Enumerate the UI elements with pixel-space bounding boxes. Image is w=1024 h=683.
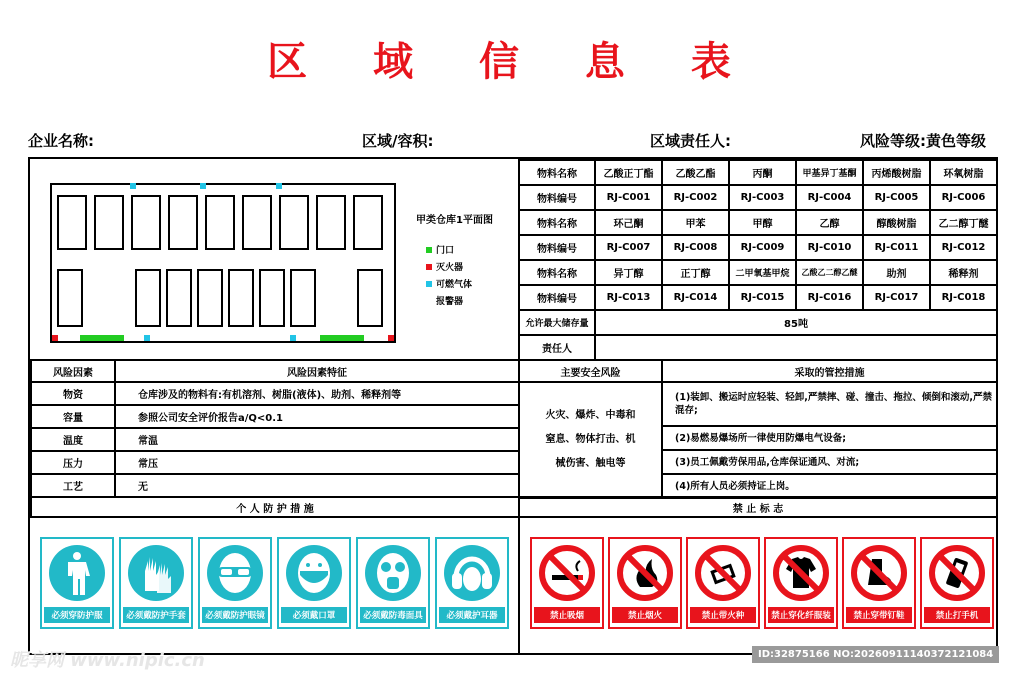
- material-cell: 异丁醇: [595, 260, 662, 285]
- mask-icon: [285, 543, 343, 605]
- protection-sign: [356, 537, 430, 629]
- gloves-icon: [127, 543, 185, 605]
- goggles-icon: [206, 543, 264, 605]
- no-phone-icon: [928, 543, 986, 605]
- sign-caption: 必须戴口罩: [281, 607, 347, 623]
- material-cell: RJ-C003: [729, 185, 796, 210]
- storage-bay: [94, 195, 124, 250]
- area-responsible-label: 区域责任人:: [650, 132, 731, 150]
- storage-bay: [357, 269, 383, 327]
- sign-section-headers: [30, 496, 998, 518]
- table-row: [31, 497, 997, 517]
- prohibition-sign: [686, 537, 760, 629]
- material-cell: RJ-C013: [595, 285, 662, 310]
- material-cell: RJ-C015: [729, 285, 796, 310]
- company-name-label: 企业名称:: [28, 132, 94, 150]
- main-risk-content: [519, 382, 662, 498]
- material-cell: 乙酸乙二醇乙醚: [796, 260, 863, 285]
- material-cell: 丙酮: [729, 160, 796, 185]
- risk-factor-table: [30, 359, 520, 498]
- sign-caption: 禁止吸烟: [534, 607, 600, 623]
- table-row: [519, 260, 997, 285]
- prohibition-sign: [608, 537, 682, 629]
- sign-caption: 必须戴防护手套: [123, 607, 189, 623]
- sign-caption: 必须戴防护眼镜: [202, 607, 268, 623]
- table-row: [519, 210, 997, 235]
- material-cell: 环氧树脂: [930, 160, 997, 185]
- storage-bay: [205, 195, 235, 250]
- material-cell: RJ-C018: [930, 285, 997, 310]
- material-cell: 助剂: [863, 260, 930, 285]
- table-row: [519, 235, 997, 260]
- gas-detector-marker: [144, 335, 150, 341]
- storage-bay: [259, 269, 285, 327]
- risk-feature: 常压: [115, 451, 519, 474]
- storage-bay: [279, 195, 309, 250]
- protection-sign: [40, 537, 114, 629]
- prohibition-sign: [920, 537, 994, 629]
- protection-sign: [277, 537, 351, 629]
- risk-measures-table: [518, 359, 998, 499]
- storage-bay: [316, 195, 346, 250]
- storage-bay: [353, 195, 383, 250]
- table-row: [31, 360, 519, 382]
- risk-factor: 物资: [31, 382, 115, 405]
- watermark-left: 昵享网 www.nipic.cn: [10, 650, 205, 671]
- material-cell: 乙二醇丁醚: [930, 210, 997, 235]
- sign-caption: 禁止带火种: [690, 607, 756, 623]
- prohibition-signs: [530, 537, 990, 633]
- extinguisher-marker: [388, 335, 394, 341]
- material-cell: 乙酸正丁酯: [595, 160, 662, 185]
- legend-item-extinguisher: [426, 260, 472, 273]
- sign-caption: 必须戴防毒面具: [360, 607, 426, 623]
- table-row: [519, 335, 997, 360]
- table-row: [519, 360, 997, 382]
- material-cell: RJ-C017: [863, 285, 930, 310]
- risk-factor: 容量: [31, 405, 115, 428]
- material-cell: 环己酮: [595, 210, 662, 235]
- sign-caption: 禁止穿化纤服装: [768, 607, 834, 623]
- row-head: 物料编号: [519, 285, 595, 310]
- storage-bay: [131, 195, 161, 250]
- protection-signs: [40, 537, 510, 633]
- row-head: 物料编号: [519, 235, 595, 260]
- main-risk-header: 主要安全风险: [519, 360, 662, 382]
- material-cell: RJ-C001: [595, 185, 662, 210]
- gas-mask-icon: [364, 543, 422, 605]
- risk-feature: 常温: [115, 428, 519, 451]
- material-cell: 甲基异丁基酮: [796, 160, 863, 185]
- material-cell: RJ-C002: [662, 185, 729, 210]
- owner-value: [595, 335, 997, 360]
- extinguisher-swatch: [426, 264, 432, 270]
- storage-bay: [242, 195, 272, 250]
- no-smoking-icon: [538, 543, 596, 605]
- measure-item: (4)所有人员必须持证上岗。: [662, 474, 997, 498]
- material-cell: 甲醇: [729, 210, 796, 235]
- watermark-right: ID:32875166 NO:20260911140372121084: [752, 646, 999, 663]
- main-risk-line: 械伤害、触电等: [555, 458, 626, 469]
- risk-feature: 仓库涉及的物料有:有机溶剂、树脂(液体)、助剂、稀释剂等: [115, 382, 519, 405]
- section-divider: [518, 514, 520, 655]
- material-cell: 甲苯: [662, 210, 729, 235]
- risk-level-label: 风险等级:黄色等级: [860, 132, 986, 150]
- owner-label: 责任人: [519, 335, 595, 360]
- risk-factor: 压力: [31, 451, 115, 474]
- measures-header: 采取的管控措施: [662, 360, 997, 382]
- risk-factor-header: 风险因素: [31, 360, 115, 382]
- protection-sign: [198, 537, 272, 629]
- material-cell: RJ-C005: [863, 185, 930, 210]
- protection-sign: [119, 537, 193, 629]
- storage-bay: [290, 269, 316, 327]
- sign-caption: 必须穿防护服: [44, 607, 110, 623]
- sign-caption: 禁止打手机: [924, 607, 990, 623]
- material-cell: 丙烯酸树脂: [863, 160, 930, 185]
- storage-bay: [135, 269, 161, 327]
- row-head: 物料名称: [519, 160, 595, 185]
- door-marker: [80, 335, 124, 341]
- row-head: 物料编号: [519, 185, 595, 210]
- door-swatch: [426, 247, 432, 253]
- material-cell: 二甲氧基甲烷: [729, 260, 796, 285]
- table-row: [31, 428, 519, 451]
- legend-label: 灭火器: [436, 263, 464, 273]
- warehouse-outline: [50, 183, 396, 343]
- table-row: [519, 382, 997, 426]
- floor-plan-section: [30, 159, 518, 358]
- table-row: [31, 474, 519, 497]
- max-storage-label: 允许最大储存量: [519, 310, 595, 335]
- risk-factor: 工艺: [31, 474, 115, 497]
- protective-suit-icon: [48, 543, 106, 605]
- main-risk-line: 火灾、爆炸、中毒和: [545, 410, 636, 421]
- table-row: [519, 160, 997, 185]
- protection-section-title: 个 人 防 护 措 施: [31, 497, 519, 517]
- no-fire-icon: [616, 543, 674, 605]
- table-row: [519, 185, 997, 210]
- protection-sign: [435, 537, 509, 629]
- risk-feature: 无: [115, 474, 519, 497]
- material-cell: 乙酸乙酯: [662, 160, 729, 185]
- material-cell: RJ-C010: [796, 235, 863, 260]
- measure-item: (1)装卸、搬运时应轻装、轻卸,严禁摔、碰、撞击、拖拉、倾倒和滚动,严禁混存;: [662, 382, 997, 426]
- main-risk-line: 窒息、物体打击、机: [545, 434, 636, 445]
- risk-feature: 参照公司安全评价报告a/Q<0.1: [115, 405, 519, 428]
- prohibition-sign: [764, 537, 838, 629]
- ear-protector-icon: [443, 543, 501, 605]
- row-head: 物料名称: [519, 210, 595, 235]
- legend-label: 门口: [436, 246, 455, 256]
- material-cell: RJ-C016: [796, 285, 863, 310]
- legend-label: 报警器: [436, 297, 464, 307]
- material-cell: 稀释剂: [930, 260, 997, 285]
- extinguisher-marker: [52, 335, 58, 341]
- material-cell: RJ-C004: [796, 185, 863, 210]
- max-storage-value: 85吨: [595, 310, 997, 335]
- material-cell: 正丁醇: [662, 260, 729, 285]
- door-marker: [320, 335, 364, 341]
- table-row: [31, 382, 519, 405]
- material-cell: RJ-C014: [662, 285, 729, 310]
- gas-detector-marker: [200, 183, 206, 189]
- storage-bay: [197, 269, 223, 327]
- material-cell: RJ-C011: [863, 235, 930, 260]
- gas-detector-marker: [290, 335, 296, 341]
- row-head: 物料名称: [519, 260, 595, 285]
- risk-feature-header: 风险因素特征: [115, 360, 519, 382]
- material-cell: 乙醇: [796, 210, 863, 235]
- material-cell: RJ-C007: [595, 235, 662, 260]
- storage-bay: [166, 269, 192, 327]
- gas-detector-marker: [276, 183, 282, 189]
- prohibition-sign: [530, 537, 604, 629]
- legend-item-door: [426, 243, 472, 256]
- risk-factor: 温度: [31, 428, 115, 451]
- area-volume-label: 区域/容积:: [362, 132, 434, 150]
- storage-bay: [57, 195, 87, 250]
- no-synthetic-clothing-icon: [772, 543, 830, 605]
- table-row: [519, 310, 997, 335]
- sign-caption: 禁止烟火: [612, 607, 678, 623]
- prohibition-section-title: 禁 止 标 志: [519, 497, 997, 517]
- storage-bay: [57, 269, 83, 327]
- gas-detector-swatch: [426, 281, 432, 287]
- material-cell: RJ-C006: [930, 185, 997, 210]
- table-row: [31, 451, 519, 474]
- no-spiked-shoes-icon: [850, 543, 908, 605]
- sign-caption: 禁止穿带钉鞋: [846, 607, 912, 623]
- material-cell: RJ-C012: [930, 235, 997, 260]
- measure-item: (3)员工佩戴劳保用品,仓库保证通风、对流;: [662, 450, 997, 474]
- table-row: [31, 405, 519, 428]
- table-row: [519, 285, 997, 310]
- material-cell: RJ-C008: [662, 235, 729, 260]
- material-cell: 醇酸树脂: [863, 210, 930, 235]
- storage-bay: [168, 195, 198, 250]
- page-title: 区 域 信 息 表: [267, 39, 757, 85]
- sign-caption: 必须戴护耳器: [439, 607, 505, 623]
- prohibition-sign: [842, 537, 916, 629]
- legend-item-detector-cont: [426, 294, 472, 307]
- measure-item: (2)易燃易爆场所一律使用防爆电气设备;: [662, 426, 997, 450]
- floor-plan-label: 甲类仓库1平面图: [416, 215, 493, 226]
- material-cell: RJ-C009: [729, 235, 796, 260]
- gas-detector-marker: [130, 183, 136, 189]
- plan-legend: [426, 243, 472, 307]
- storage-bay: [228, 269, 254, 327]
- materials-table: [518, 159, 998, 361]
- legend-item-gas-detector: [426, 277, 472, 290]
- no-matches-icon: [694, 543, 752, 605]
- legend-label: 可燃气体: [436, 280, 473, 290]
